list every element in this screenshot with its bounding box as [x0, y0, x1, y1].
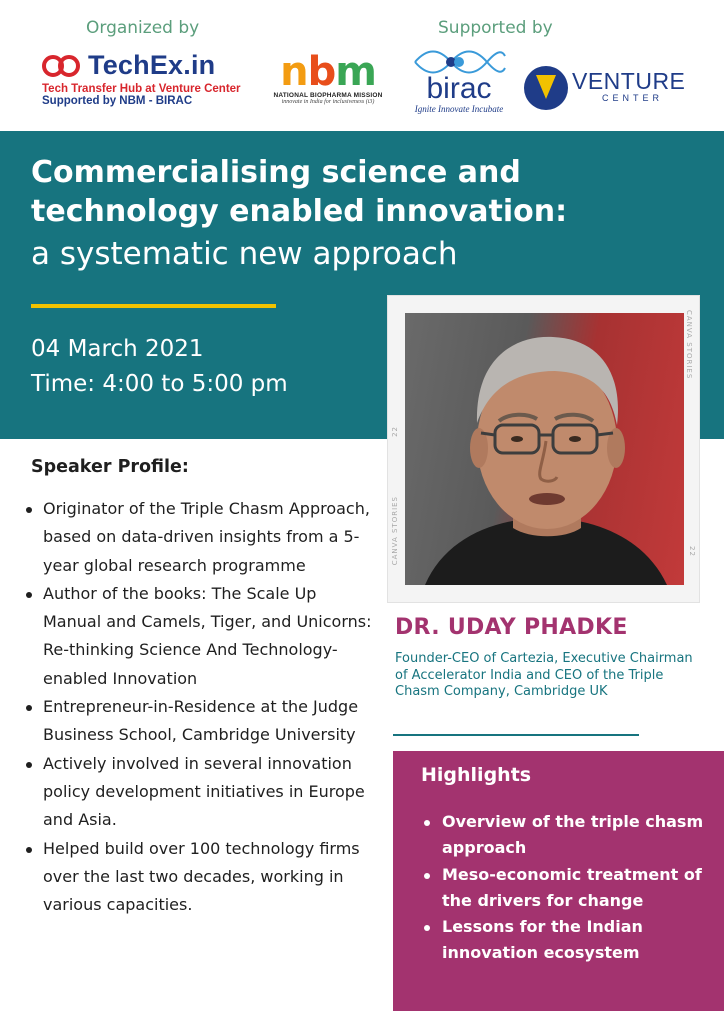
event-subtitle: a systematic new approach [31, 236, 458, 272]
list-item: Helped build over 100 technology firms over the last two decades, working in various capacities. [23, 835, 373, 920]
role-divider [393, 734, 639, 736]
accent-divider [31, 304, 276, 308]
nbm-full-name: NATIONAL BIOPHARMA MISSION [273, 92, 383, 99]
list-item: Entrepreneur-in-Residence at the Judge Business School, Cambridge University [23, 693, 373, 750]
list-item: Meso-economic treatment of the drivers for change [421, 862, 711, 915]
organized-by-label: Organized by [86, 18, 200, 38]
list-item: Originator of the Triple Chasm Approach, based on data-driven insights from a 5-year global research programme [23, 495, 373, 580]
birac-tagline: Ignite Innovate Incubate [414, 104, 504, 114]
venture-wordmark: VENTURE [572, 68, 686, 94]
speaker-profile-list [23, 495, 373, 919]
speaker-photo-frame [387, 295, 700, 603]
frame-mark-top: CANVA STORIES [685, 310, 693, 380]
birac-wordmark: birac [426, 72, 492, 105]
list-item: Author of the books: The Scale Up Manual and Camels, Tiger, and Unicorns: Re-thinking Science And Technology-enabled Innovation [23, 580, 373, 693]
techex-tagline-2: Supported by NBM - BIRAC [42, 95, 193, 107]
venture-center-logo [524, 66, 710, 110]
frame-mark-right-number: 22 [688, 546, 696, 557]
highlights-heading: Highlights [421, 764, 532, 786]
techex-tagline-1: Tech Transfer Hub at Venture Center [42, 83, 241, 95]
frame-mark-left-number: 22 [391, 426, 399, 437]
infinity-rings-icon [42, 54, 84, 78]
speaker-role: Founder-CEO of Cartezia, Executive Chairman of Accelerator India and CEO of the Triple Chasm Company, Cambridge UK [395, 651, 693, 699]
speaker-photo [405, 313, 684, 585]
techex-logo [42, 50, 252, 107]
speaker-profile-heading: Speaker Profile: [31, 457, 189, 477]
nbm-logo [272, 49, 384, 105]
event-title: Commercialising science and technology enabled innovation: [31, 155, 568, 229]
highlights-list [421, 809, 711, 967]
frame-mark-bottom: CANVA STORIES [391, 496, 399, 566]
list-item: Actively involved in several innovation policy development initiatives in Europe and Asia. [23, 750, 373, 835]
event-date: 04 March 2021 [31, 336, 204, 362]
venture-badge-icon [524, 66, 568, 110]
list-item: Overview of the triple chasm approach [421, 809, 711, 862]
nbm-wordmark: nbm [280, 49, 376, 95]
speaker-name: DR. UDAY PHADKE [395, 615, 628, 640]
supported-by-label: Supported by [438, 18, 553, 38]
nbm-tagline: innovate in India for inclusiveness (i3) [281, 99, 375, 105]
techex-name: TechEx.in [88, 50, 216, 80]
event-time: Time: 4:00 to 5:00 pm [31, 371, 288, 397]
list-item: Lessons for the Indian innovation ecosystem [421, 914, 711, 967]
venture-subtext: CENTER [602, 93, 664, 103]
birac-logo [406, 48, 512, 114]
